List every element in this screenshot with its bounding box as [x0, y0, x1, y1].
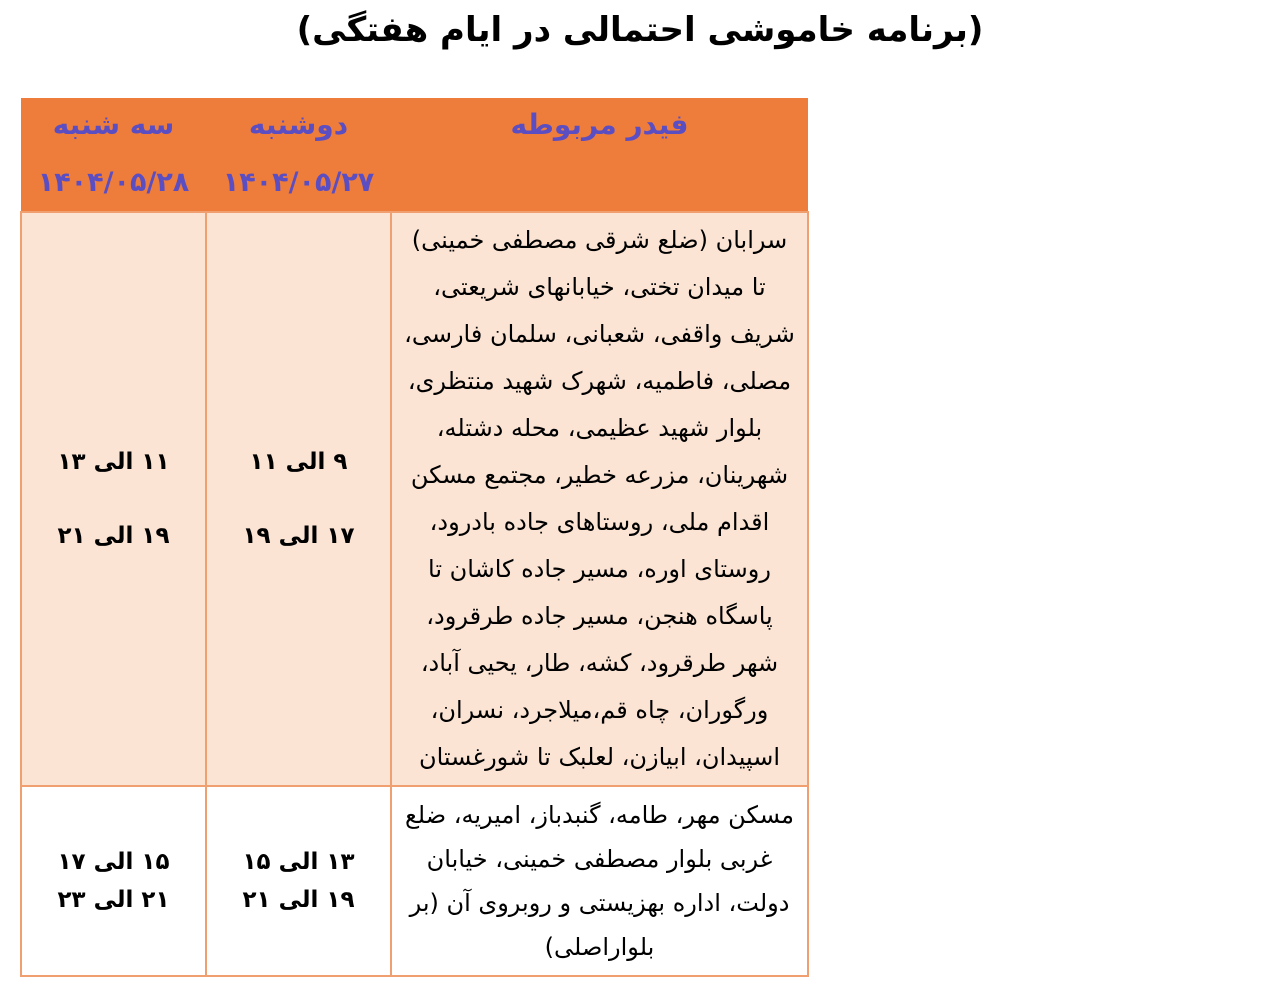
time-range: ۱۷ الی ۱۹ — [242, 523, 355, 549]
feeder-cell — [391, 212, 808, 786]
tuesday-header-label: سه شنبه — [52, 108, 175, 141]
time-range: ۹ الی ۱۱ — [249, 449, 348, 475]
time-range: ۱۵ الی ۱۷ — [57, 849, 170, 875]
feeder-cell — [391, 786, 808, 976]
table-row — [21, 212, 808, 786]
time-range: ۲۱ الی ۲۳ — [57, 887, 170, 913]
tuesday-times-cell — [21, 212, 206, 786]
monday-header-date: ۱۴۰۴/۰۵/۲۷ — [222, 167, 375, 198]
time-range: ۱۱ الی ۱۳ — [57, 449, 170, 475]
monday-header-label: دوشنبه — [248, 108, 349, 141]
table-row — [21, 786, 808, 976]
tuesday-header-date: ۱۴۰۴/۰۵/۲۸ — [37, 167, 190, 198]
column-header-tuesday — [21, 98, 206, 212]
column-header-monday — [206, 98, 391, 212]
header-row — [21, 98, 808, 212]
column-header-feeder — [391, 98, 808, 212]
feeder-description: مسکن مهر، طامه، گنبدباز، امیریه، ضلع غربی بلوار مصطفی خمینی، خیابان دولت، اداره بهزیستی و روبروی آن (بر بلواراصلی) — [405, 801, 794, 961]
feeder-description: سرابان (ضلع شرقی مصطفی خمینی) تا میدان تختی، خیابانهای شریعتی، شریف واقفی، شعبانی، سلمان فارسی، مصلی، فاطمیه، شهرک شهید منتظری، بلوار شهید عظیمی، محله دشتله، شهرینان، مزرعه خطیر، مجتمع مسکن اقدام ملی، روستاهای جاده بادرود، روستای اوره، مسیر جاده کاشان تا پاسگاه هنجن، مسیر جاده طرقرود، شهر طرقرود، کشه، طار، یحیی آباد، ورگوران، چاه قم،میلاجرد، نسران، اسپیدان، ابیازن، لعلبک تا شورغستان — [404, 226, 795, 771]
time-range: ۱۳ الی ۱۵ — [242, 849, 355, 875]
outage-schedule-table — [20, 98, 809, 977]
monday-times-cell — [206, 212, 391, 786]
tuesday-times-cell — [21, 786, 206, 976]
monday-times-cell — [206, 786, 391, 976]
time-range: ۱۹ الی ۲۱ — [57, 523, 170, 549]
time-range: ۱۹ الی ۲۱ — [242, 887, 355, 913]
page-title: (برنامه خاموشی احتمالی در ایام هفتگی) — [296, 10, 984, 50]
feeder-header-label: فیدر مربوطه — [510, 108, 689, 141]
